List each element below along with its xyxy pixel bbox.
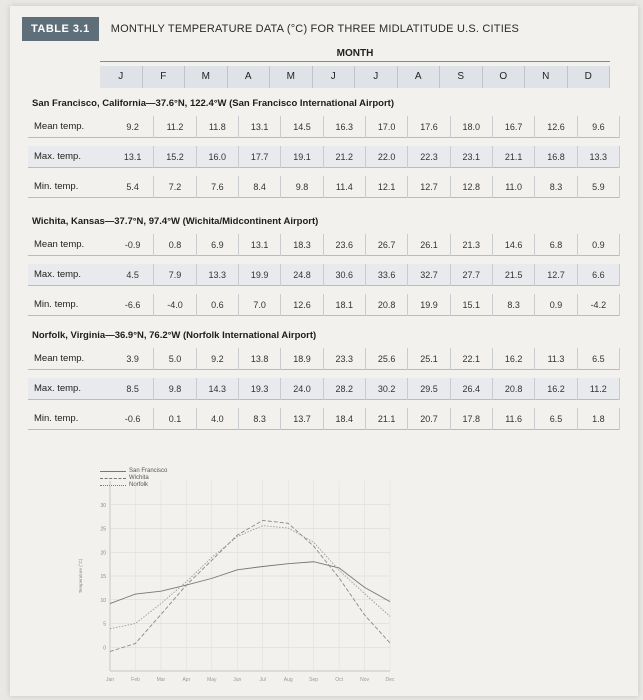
table-cell: 12.6 [535, 116, 577, 138]
table-cell: 6.6 [578, 264, 620, 286]
table-cell: 8.3 [239, 408, 281, 430]
table-cell: 11.4 [324, 176, 366, 198]
table-cell: -6.6 [112, 294, 154, 316]
table-badge: TABLE 3.1 [22, 17, 99, 41]
table-cell: 22.0 [366, 146, 408, 168]
series-line [110, 520, 390, 651]
y-tick-label: 30 [100, 502, 106, 509]
table-row [28, 294, 620, 316]
table-cell: 19.9 [408, 294, 450, 316]
x-tick-label: Nov [360, 677, 369, 683]
table-cell: 20.7 [408, 408, 450, 430]
table-cell: 11.0 [493, 176, 535, 198]
table-row [28, 348, 620, 370]
table-cell: 9.2 [197, 348, 239, 370]
temperature-line-chart [70, 461, 400, 691]
month-label: S [440, 66, 483, 88]
table-cell: 0.1 [154, 408, 196, 430]
table-cell: 12.7 [408, 176, 450, 198]
table-cell: 17.7 [239, 146, 281, 168]
table-cell: 13.8 [239, 348, 281, 370]
table-cell: 12.6 [281, 294, 323, 316]
table-cell: 14.3 [197, 378, 239, 400]
table-cell: 20.8 [366, 294, 408, 316]
month-header: MONTH [100, 48, 610, 62]
table-cell: 9.6 [578, 116, 620, 138]
series-line [110, 562, 390, 604]
y-tick-label: 20 [100, 550, 106, 557]
y-tick-label: 10 [100, 597, 106, 604]
table-cell: 21.5 [493, 264, 535, 286]
table-cell: 12.7 [535, 264, 577, 286]
table-cell: 25.6 [366, 348, 408, 370]
table-cell: 8.5 [112, 378, 154, 400]
month-label: O [483, 66, 526, 88]
table-cell: 33.6 [366, 264, 408, 286]
table-cell: 8.3 [493, 294, 535, 316]
x-tick-label: Dec [385, 677, 395, 683]
month-label: M [270, 66, 313, 88]
x-tick-label: Jul [259, 677, 266, 683]
y-tick-label: 25 [100, 526, 106, 533]
table-cell: 5.0 [154, 348, 196, 370]
table-cell: 9.8 [281, 176, 323, 198]
y-tick-label: 0 [103, 645, 106, 652]
table-cell: 32.7 [408, 264, 450, 286]
table-title-row [22, 16, 519, 42]
legend-label: Norfolk [129, 482, 149, 488]
table-cell: 6.9 [197, 234, 239, 256]
table-cell: 19.3 [239, 378, 281, 400]
month-label: J [313, 66, 356, 88]
row-label: Max. temp. [28, 264, 112, 286]
table-cell: 27.7 [451, 264, 493, 286]
table-cell: 6.5 [535, 408, 577, 430]
table-cell: 12.1 [366, 176, 408, 198]
table-cell: 23.6 [324, 234, 366, 256]
table-row [28, 408, 620, 430]
table-cell: 11.6 [493, 408, 535, 430]
table-cell: 21.3 [451, 234, 493, 256]
table-cell: 6.8 [535, 234, 577, 256]
table-cell: 24.0 [281, 378, 323, 400]
table-cell: 8.3 [535, 176, 577, 198]
x-tick-label: Jan [105, 677, 115, 683]
legend-label: San Francisco [129, 468, 168, 474]
city-heading: Norfolk, Virginia—36.9°N, 76.2°W (Norfolk International Airport) [32, 330, 317, 341]
y-axis-label: Temperature (°C) [78, 558, 83, 594]
y-tick-label: 15 [100, 574, 106, 580]
table-cell: 16.3 [324, 116, 366, 138]
table-row [28, 116, 620, 138]
table-cell: 11.8 [197, 116, 239, 138]
row-label: Mean temp. [28, 116, 112, 138]
table-cell: 18.3 [281, 234, 323, 256]
table-cell: 20.8 [493, 378, 535, 400]
table-cell: 24.8 [281, 264, 323, 286]
table-cell: 0.8 [154, 234, 196, 256]
table-title: MONTHLY TEMPERATURE DATA (°C) FOR THREE MIDLATITUDE U.S. CITIES [110, 23, 520, 35]
table-cell: 19.1 [281, 146, 323, 168]
table-cell: 16.0 [197, 146, 239, 168]
row-label: Min. temp. [28, 408, 112, 430]
table-cell: 16.2 [535, 378, 577, 400]
table-cell: 4.5 [112, 264, 154, 286]
month-label: J [100, 66, 143, 88]
table-cell: 17.8 [451, 408, 493, 430]
table-cell: 9.8 [154, 378, 196, 400]
x-tick-label: Mar [156, 677, 166, 683]
month-label: J [355, 66, 398, 88]
table-cell: 13.7 [281, 408, 323, 430]
legend-label: Wichita [129, 475, 149, 481]
table-cell: 16.7 [493, 116, 535, 138]
table-cell: 17.0 [366, 116, 408, 138]
month-row [100, 66, 610, 88]
table-cell: 12.8 [451, 176, 493, 198]
table-cell: 13.1 [112, 146, 154, 168]
table-cell: 26.7 [366, 234, 408, 256]
table-cell: 13.1 [239, 234, 281, 256]
row-label: Mean temp. [28, 348, 112, 370]
table-cell: 7.9 [154, 264, 196, 286]
table-cell: 5.4 [112, 176, 154, 198]
table-cell: 6.5 [578, 348, 620, 370]
x-tick-label: Feb [131, 677, 140, 683]
table-cell: -0.9 [112, 234, 154, 256]
table-cell: 13.3 [197, 264, 239, 286]
table-cell: 30.2 [366, 378, 408, 400]
table-row [28, 176, 620, 198]
table-cell: 21.1 [493, 146, 535, 168]
table-cell: 8.4 [239, 176, 281, 198]
row-label: Mean temp. [28, 234, 112, 256]
table-cell: 14.5 [281, 116, 323, 138]
table-cell: 23.3 [324, 348, 366, 370]
table-cell: 15.1 [451, 294, 493, 316]
row-label: Min. temp. [28, 176, 112, 198]
table-cell: -4.2 [578, 294, 620, 316]
city-heading: San Francisco, California—37.6°N, 122.4°W (San Francisco International Airport) [32, 98, 395, 109]
table-cell: 18.0 [451, 116, 493, 138]
table-cell: 22.3 [408, 146, 450, 168]
month-label: A [228, 66, 271, 88]
table-cell: 16.2 [493, 348, 535, 370]
x-tick-label: Sep [309, 677, 319, 683]
table-cell: 0.9 [535, 294, 577, 316]
table-cell: 11.2 [578, 378, 620, 400]
table-row [28, 378, 620, 400]
table-cell: 0.9 [578, 234, 620, 256]
month-label: M [185, 66, 228, 88]
table-cell: 26.1 [408, 234, 450, 256]
table-cell: 18.1 [324, 294, 366, 316]
table-row [28, 234, 620, 256]
table-cell: 28.2 [324, 378, 366, 400]
table-cell: 16.8 [535, 146, 577, 168]
table-cell: 7.6 [197, 176, 239, 198]
table-cell: 21.1 [366, 408, 408, 430]
month-label: A [398, 66, 441, 88]
x-tick-label: Apr [182, 677, 191, 683]
table-cell: 4.0 [197, 408, 239, 430]
y-tick-label: 5 [103, 621, 106, 628]
x-tick-label: May [207, 677, 217, 683]
table-cell: 19.9 [239, 264, 281, 286]
table-cell: 29.5 [408, 378, 450, 400]
table-cell: 5.9 [578, 176, 620, 198]
x-tick-label: Oct [335, 677, 343, 683]
table-row [28, 264, 620, 286]
table-cell: 7.0 [239, 294, 281, 316]
x-tick-label: Aug [283, 677, 293, 683]
table-row [28, 146, 620, 168]
table-cell: 22.1 [451, 348, 493, 370]
x-tick-label: Jun [233, 677, 242, 683]
table-cell: 9.2 [112, 116, 154, 138]
row-label: Max. temp. [28, 146, 112, 168]
row-label: Min. temp. [28, 294, 112, 316]
textbook-page [10, 6, 638, 696]
table-cell: 15.2 [154, 146, 196, 168]
series-line [110, 526, 390, 629]
table-cell: 30.6 [324, 264, 366, 286]
table-cell: 1.8 [578, 408, 620, 430]
table-cell: 11.2 [154, 116, 196, 138]
month-label: D [568, 66, 611, 88]
table-cell: -4.0 [154, 294, 196, 316]
table-cell: 0.6 [197, 294, 239, 316]
month-label: N [525, 66, 568, 88]
month-label: F [143, 66, 186, 88]
table-cell: 3.9 [112, 348, 154, 370]
table-cell: 18.4 [324, 408, 366, 430]
table-cell: 18.9 [281, 348, 323, 370]
table-cell: 11.3 [535, 348, 577, 370]
table-cell: 23.1 [451, 146, 493, 168]
table-cell: 7.2 [154, 176, 196, 198]
table-cell: 13.3 [578, 146, 620, 168]
table-cell: 26.4 [451, 378, 493, 400]
table-cell: 25.1 [408, 348, 450, 370]
table-cell: 21.2 [324, 146, 366, 168]
table-cell: 14.6 [493, 234, 535, 256]
table-cell: -0.6 [112, 408, 154, 430]
table-cell: 17.6 [408, 116, 450, 138]
city-heading: Wichita, Kansas—37.7°N, 97.4°W (Wichita/Midcontinent Airport) [32, 216, 319, 227]
table-cell: 13.1 [239, 116, 281, 138]
row-label: Max. temp. [28, 378, 112, 400]
